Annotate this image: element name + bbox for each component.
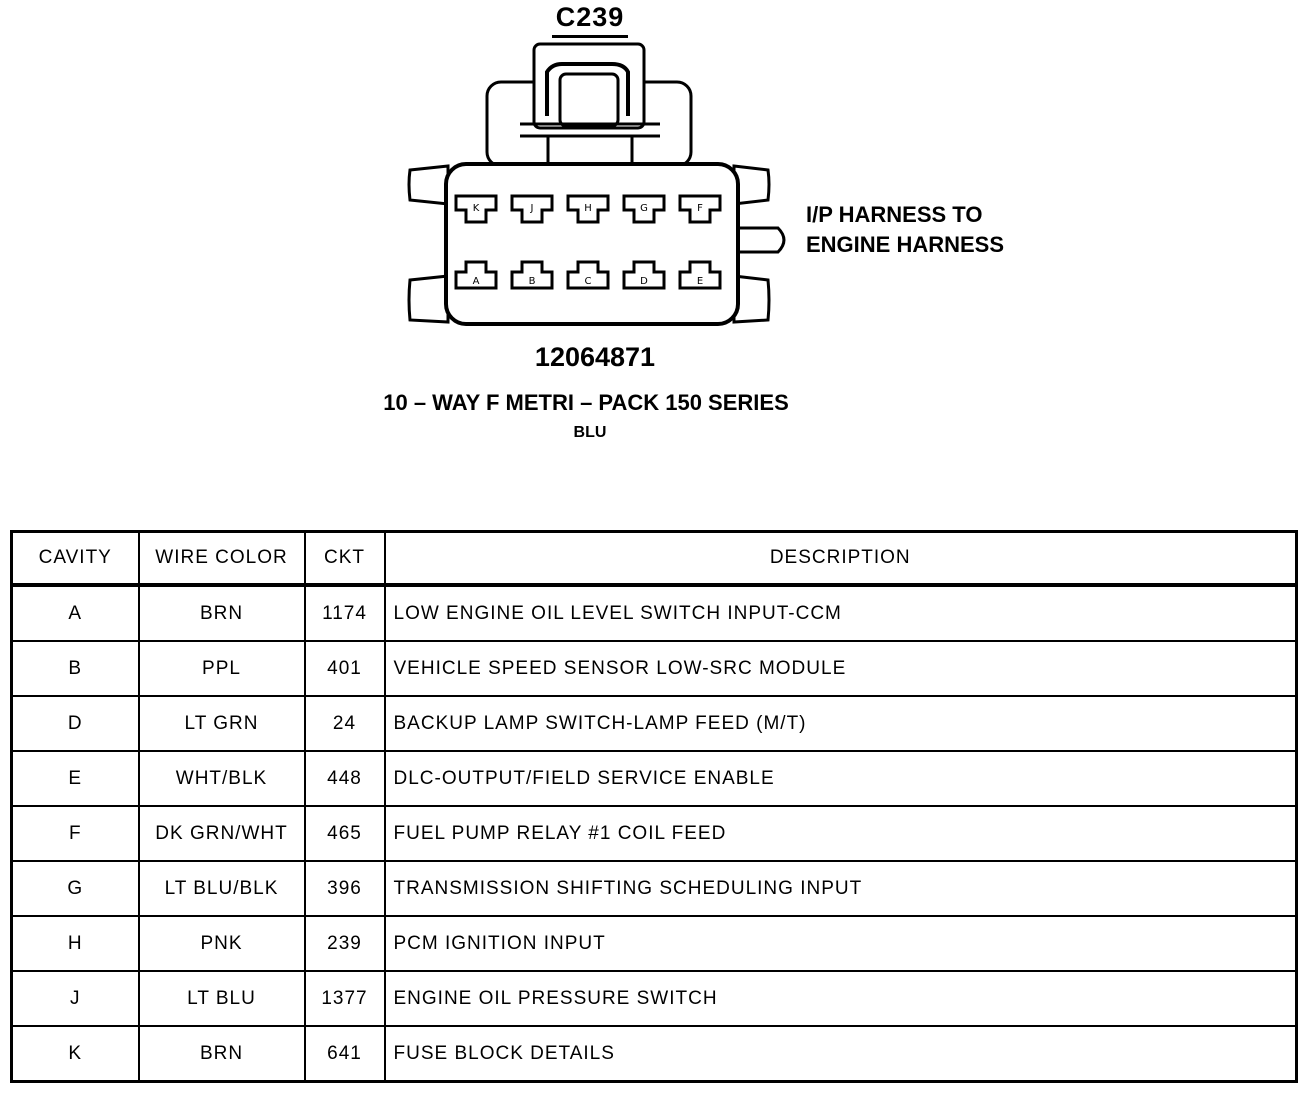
cell-wire-color: BRN — [139, 1026, 305, 1082]
cavity-label-D: D — [640, 276, 648, 287]
cell-ckt: 1174 — [305, 585, 385, 641]
cell-ckt: 641 — [305, 1026, 385, 1082]
cell-cavity: A — [12, 585, 139, 641]
cavity-label-F: F — [697, 203, 703, 214]
table-row — [12, 806, 1297, 861]
harness-label-line2: ENGINE HARNESS — [806, 232, 1005, 257]
table-row — [12, 641, 1297, 696]
header-wire-color: WIRE COLOR — [139, 532, 305, 586]
cell-wire-color: DK GRN/WHT — [139, 806, 305, 861]
table-row — [12, 861, 1297, 916]
cell-wire-color: WHT/BLK — [139, 751, 305, 806]
cavity-label-B: B — [528, 276, 536, 287]
cell-ckt: 396 — [305, 861, 385, 916]
connector-body — [446, 164, 738, 324]
cavity-label-K: K — [472, 203, 480, 214]
cell-ckt: 401 — [305, 641, 385, 696]
connector-latch — [487, 44, 691, 166]
cavity-label-H: H — [584, 203, 592, 214]
table-header-row — [12, 532, 1297, 586]
connector-id: C239 — [555, 2, 625, 32]
cell-wire-color: BRN — [139, 585, 305, 641]
cell-description: FUSE BLOCK DETAILS — [385, 1026, 1297, 1082]
cell-cavity: F — [12, 806, 139, 861]
cell-ckt: 24 — [305, 696, 385, 751]
cell-cavity: B — [12, 641, 139, 696]
table-row — [12, 585, 1297, 641]
pinout-table — [10, 530, 1298, 1083]
cell-cavity: K — [12, 1026, 139, 1082]
cell-wire-color: LT BLU/BLK — [139, 861, 305, 916]
cavity-label-E: E — [696, 276, 704, 287]
cell-cavity: G — [12, 861, 139, 916]
connector-series: 10 – WAY F METRI – PACK 150 SERIES — [383, 390, 789, 415]
cell-ckt: 239 — [305, 916, 385, 971]
cell-cavity: E — [12, 751, 139, 806]
cell-wire-color: LT BLU — [139, 971, 305, 1026]
cell-description: DLC-OUTPUT/FIELD SERVICE ENABLE — [385, 751, 1297, 806]
cell-description: LOW ENGINE OIL LEVEL SWITCH INPUT-CCM — [385, 585, 1297, 641]
cell-description: BACKUP LAMP SWITCH-LAMP FEED (M/T) — [385, 696, 1297, 751]
part-number: 12064871 — [534, 342, 656, 372]
cavity-label-A: A — [472, 276, 480, 287]
table-row — [12, 916, 1297, 971]
cell-description: VEHICLE SPEED SENSOR LOW-SRC MODULE — [385, 641, 1297, 696]
cell-cavity: H — [12, 916, 139, 971]
cell-cavity: D — [12, 696, 139, 751]
cell-description: PCM IGNITION INPUT — [385, 916, 1297, 971]
header-ckt: CKT — [305, 532, 385, 586]
cell-wire-color: PNK — [139, 916, 305, 971]
connector-diagram — [0, 0, 1312, 470]
cell-cavity: J — [12, 971, 139, 1026]
cavity-label-J: J — [530, 203, 534, 214]
cell-ckt: 1377 — [305, 971, 385, 1026]
header-description: DESCRIPTION — [385, 532, 1297, 586]
cell-wire-color: LT GRN — [139, 696, 305, 751]
cell-wire-color: PPL — [139, 641, 305, 696]
harness-label-line1: I/P HARNESS TO — [806, 202, 983, 227]
cell-description: TRANSMISSION SHIFTING SCHEDULING INPUT — [385, 861, 1297, 916]
table-row — [12, 971, 1297, 1026]
cell-ckt: 465 — [305, 806, 385, 861]
cavity-label-C: C — [584, 276, 592, 287]
table-row — [12, 751, 1297, 806]
table-row — [12, 1026, 1297, 1082]
connector-color: BLU — [573, 424, 607, 441]
cell-description: ENGINE OIL PRESSURE SWITCH — [385, 971, 1297, 1026]
header-cavity: CAVITY — [12, 532, 139, 586]
cavity-label-G: G — [640, 203, 648, 214]
harness-label — [806, 200, 1004, 260]
cell-description: FUEL PUMP RELAY #1 COIL FEED — [385, 806, 1297, 861]
cell-ckt: 448 — [305, 751, 385, 806]
table-row — [12, 696, 1297, 751]
